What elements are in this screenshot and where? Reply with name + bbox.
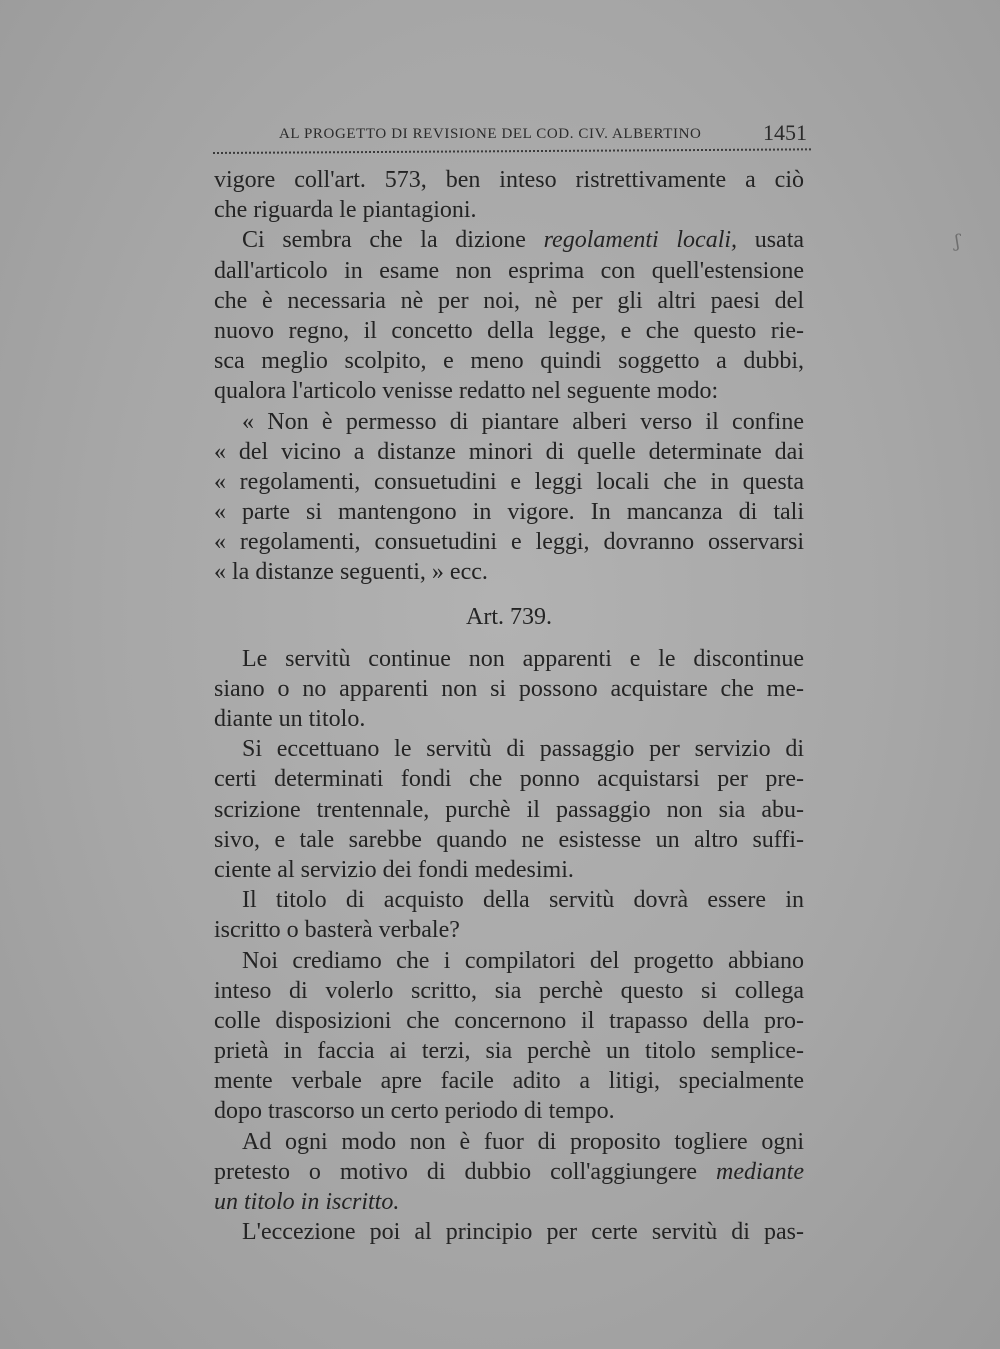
text-line: dopo trascorso un certo periodo di tempo. xyxy=(214,1098,615,1125)
text-line: L'eccezione poi al principio per certe servitù di pas- xyxy=(242,1219,804,1246)
running-head: AL PROGETTO DI REVISIONE DEL COD. CIV. ALBERTINO xyxy=(279,126,702,142)
quote-line: « regolamenti, consuetudini e leggi locali che in questa xyxy=(214,468,804,495)
text-line: sivo, e tale sarebbe quando ne esistesse un altro suffi- xyxy=(214,826,804,853)
text-line: certi determinati fondi che ponno acquistarsi per pre- xyxy=(214,766,804,793)
italic-run: regolamenti locali, xyxy=(543,227,738,254)
text-line: prietà in faccia ai terzi, sia perchè un titolo semplice- xyxy=(214,1038,804,1065)
text-line: diante un titolo. xyxy=(214,706,366,732)
text-line: inteso di volerlo scritto, sia perchè questo si collega xyxy=(214,977,804,1004)
text-line: mente verbale apre facile adito a litigi, specialmente xyxy=(214,1068,804,1095)
quote-line: « parte si mantengono in vigore. In mancanza di tali xyxy=(214,499,804,526)
quote-line: « regolamenti, consuetudini e leggi, dovranno osservarsi xyxy=(214,529,804,556)
text-run: Ci sembra che la dizione xyxy=(242,227,544,254)
text-line: ciente al servizio dei fondi medesimi. xyxy=(214,856,574,883)
italic-line: un titolo in iscritto. xyxy=(214,1189,400,1215)
text-line: scrizione trentennale, purchè il passaggio non sia abu- xyxy=(214,796,804,823)
text-line: Le servitù continue non apparenti e le discontinue xyxy=(242,645,804,672)
text-line xyxy=(214,1157,804,1187)
text-line: vigore coll'art. 573, ben inteso ristrettivamente a ciò xyxy=(214,167,804,193)
quote-line: « del vicino a distanze minori di quelle determinate dai xyxy=(214,438,804,465)
quote-line: « Non è permesso di piantare alberi verso il confine xyxy=(242,408,804,435)
text-line: Noi crediamo che i compilatori del progetto abbiano xyxy=(242,947,804,974)
page-header xyxy=(213,118,813,150)
text-line: sca meglio scolpito, e meno quindi soggetto a dubbi, xyxy=(214,348,804,375)
quote-line: « la distanze seguenti, » ecc. xyxy=(214,559,488,586)
text-line: dall'articolo in esame non esprima con quell'estensione xyxy=(214,257,804,284)
text-line: Si eccettuano le servitù di passaggio per servizio di xyxy=(242,736,804,763)
text-line: siano o no apparenti non si possono acquistare che me- xyxy=(214,675,804,702)
text-line: colle disposizioni che concernono il trapasso della pro- xyxy=(214,1007,804,1034)
text-line: qualora l'articolo venisse redatto nel seguente modo: xyxy=(214,378,719,405)
text-line: Il titolo di acquisto della servitù dovrà essere in xyxy=(242,887,804,914)
body-text xyxy=(214,165,804,1247)
text-line: che è necessaria nè per noi, nè per gli altri paesi del xyxy=(214,287,804,314)
text-line: nuovo regno, il concetto della legge, e che questo rie- xyxy=(214,317,804,344)
article-heading: Art. 739. xyxy=(466,603,552,630)
text-line: che riguarda le piantagioni. xyxy=(214,197,477,224)
text-line: Ad ogni modo non è fuor di proposito togliere ogni xyxy=(242,1128,804,1155)
margin-smudge: ʃ xyxy=(955,231,960,252)
text-line: iscritto o basterà verbale? xyxy=(214,917,460,944)
italic-run: mediante xyxy=(716,1158,804,1185)
text-run: pretesto o motivo di dubbio coll'aggiungere xyxy=(214,1158,717,1185)
page-number: 1451 xyxy=(763,120,807,145)
text-line xyxy=(214,225,804,255)
text-run: usata xyxy=(737,227,805,254)
